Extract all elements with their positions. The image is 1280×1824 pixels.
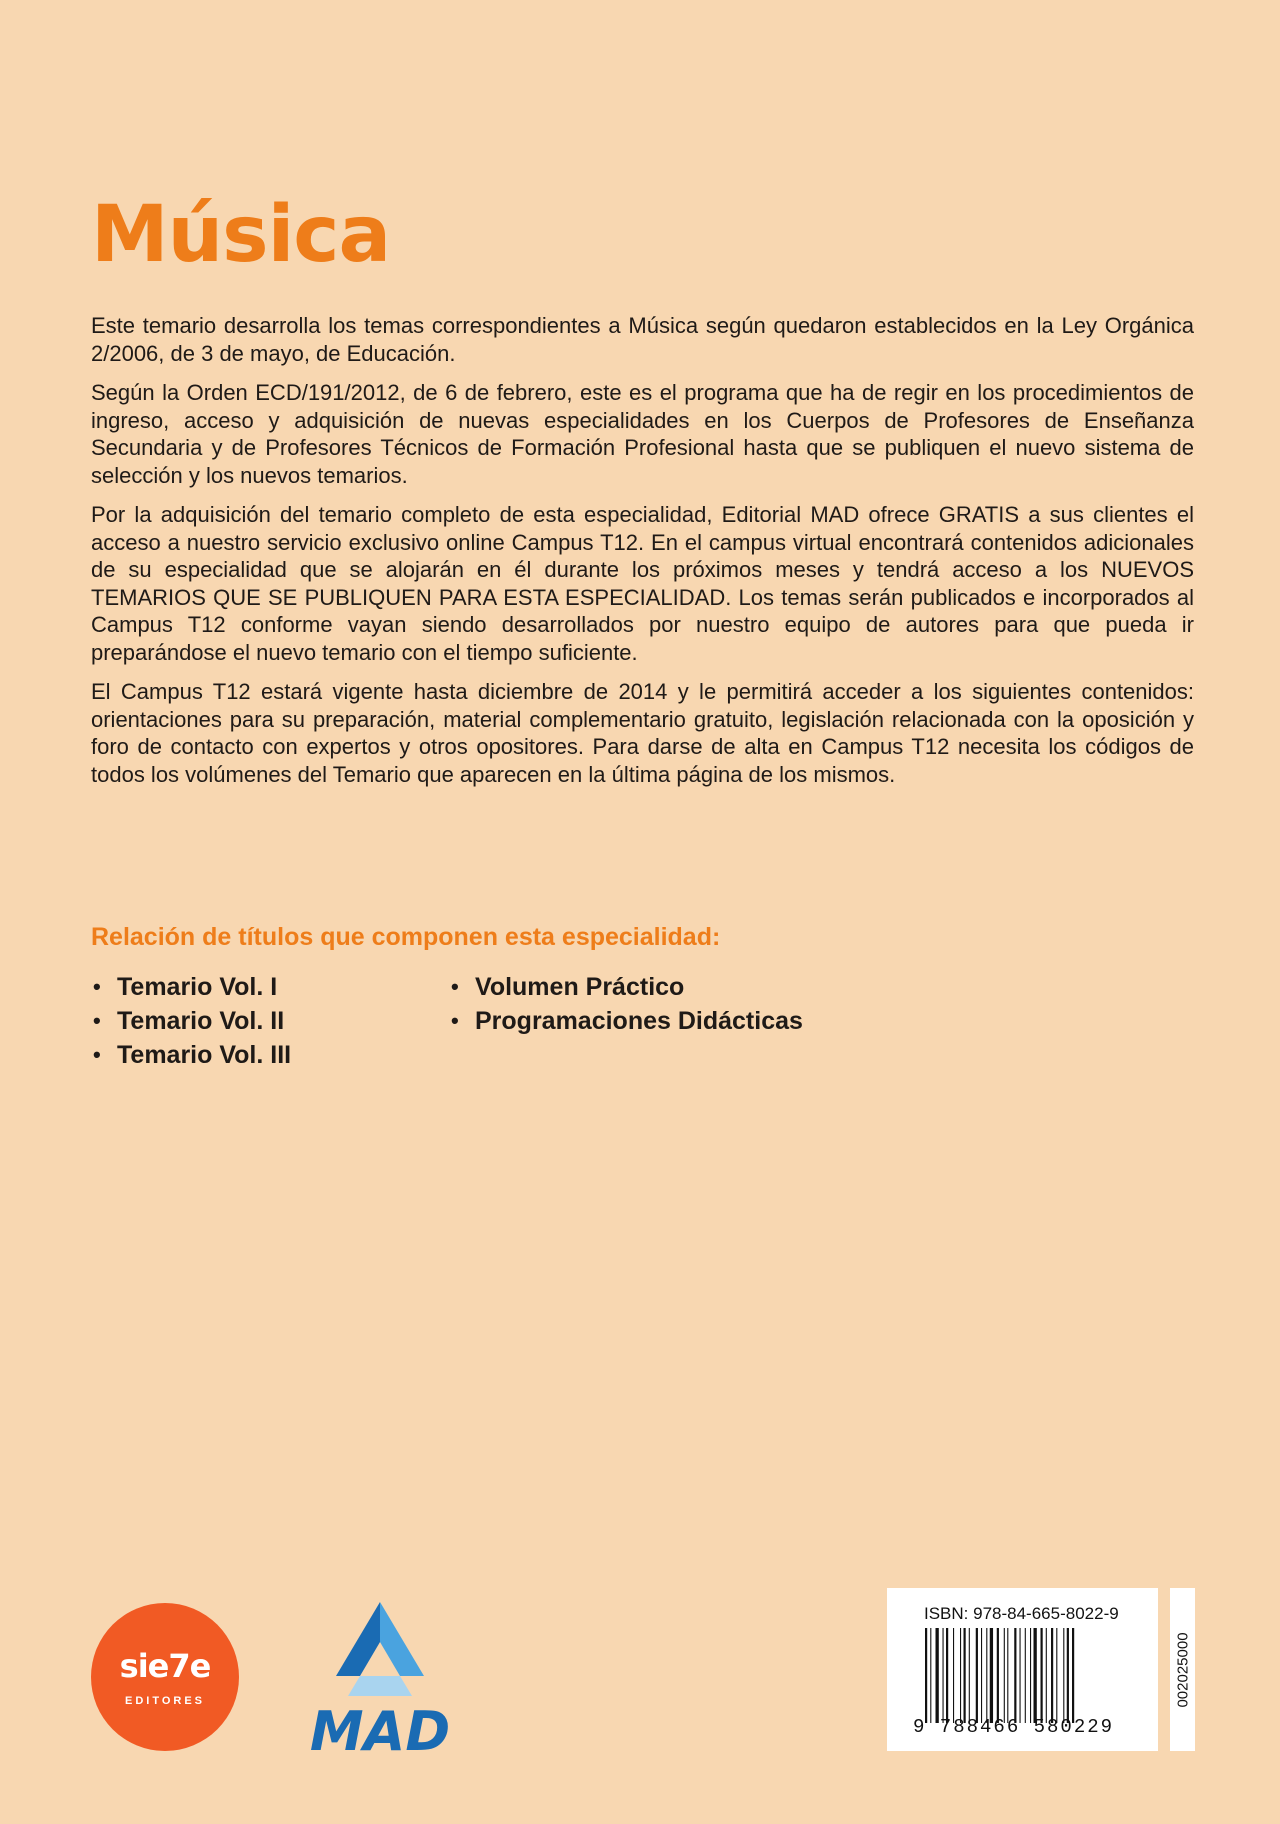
description: [91, 312, 1194, 800]
barcode-bar: [1046, 1628, 1047, 1723]
barcode-bar: [1004, 1628, 1005, 1723]
barcode-bar: [943, 1628, 944, 1723]
isbn-barcode-block: [887, 1588, 1158, 1751]
isbn-label: ISBN: 978-84-665-8022-9: [924, 1604, 1119, 1623]
list-item: [451, 1004, 803, 1038]
paragraph: Según la Orden ECD/191/2012, de 6 de febrero, este es el programa que ha de regir en los procedimientos de ingreso, acceso y adquisición de nuevas especialidades en los Cuerpos de Profesores de Enseñanza Secundaria y de Profesores Técnicos de Formación Profesional hasta que se publiquen el nuevo sistema de selección y los nuevos temarios.: [91, 380, 1194, 488]
barcode-bar: [960, 1628, 961, 1723]
side-code: 002025000: [1174, 1631, 1191, 1708]
bullet-icon: •: [93, 1042, 101, 1067]
barcode-bar: [1014, 1628, 1016, 1723]
barcode-digits: 9 788466 580229: [913, 1716, 1115, 1738]
barcode-bar: [946, 1628, 948, 1723]
barcode-bar: [1020, 1628, 1021, 1723]
barcode-bar: [1041, 1628, 1043, 1723]
mad-logo-text: MAD: [309, 1700, 451, 1756]
barcode-bar: [1056, 1628, 1057, 1723]
bullet-icon: •: [451, 1008, 459, 1033]
bullet-icon: •: [451, 974, 459, 999]
barcode-bar: [976, 1628, 978, 1723]
paragraph: Por la adquisición del temario completo de esta especialidad, Editorial MAD ofrece GRATIS a sus clientes el acceso a nuestro servicio exclusivo online Campus T12. En el campus virtual encontrará contenidos adicionales de su especialidad que se alojarán en él durante los próximos meses y tendrá acceso a los NUEVOS TEMARIOS QUE SE PUBLIQUEN PARA ESTA ESPECIALIDAD. Los temas serán publicados e incorporados al Campus T12 conforme vayan siendo desarrollados por nuestro equipo de autores para que pueda ir preparándose el nuevo temario con el tiempo suficiente.: [91, 502, 1194, 665]
titles-list-left: [93, 970, 291, 1072]
barcode-bar: [1034, 1628, 1037, 1723]
paragraph: El Campus T12 estará vigente hasta diciembre de 2014 y le permitirá acceder a los siguientes contenidos: orientaciones para su preparación, material complementario gratuito, legislación relacionada con la oposición y foro de contacto con expertos y otros opositores. Para darse de alta en Campus T12 necesita los códigos de todos los volúmenes del Temario que aparecen en la última página de los mismos.: [91, 679, 1194, 787]
barcode-bar: [1025, 1628, 1026, 1723]
barcode-bar: [1067, 1628, 1069, 1723]
siete-logo-subtext: EDITORES: [124, 1695, 206, 1707]
book-title: Música: [91, 190, 391, 280]
barcode-bar: [1072, 1628, 1074, 1723]
barcode-bar: [953, 1628, 954, 1723]
barcode-bar: [981, 1628, 982, 1723]
list-item-label: Volumen Práctico: [475, 973, 685, 1001]
list-item-label: Programaciones Didácticas: [475, 1007, 803, 1035]
list-item-label: Temario Vol. II: [117, 1007, 285, 1035]
paragraph: Este temario desarrolla los temas correspondientes a Música según quedaron establecidos en la Ley Orgánica 2/2006, de 3 de mayo, de Educación.: [91, 313, 1194, 366]
barcode: [925, 1628, 1115, 1723]
barcode-bar: [1030, 1628, 1031, 1723]
side-code-block: [1170, 1588, 1195, 1751]
titles-list-right: [451, 970, 803, 1038]
list-item: [93, 1038, 291, 1072]
barcode-bar: [964, 1628, 966, 1723]
siete-editores-logo: [91, 1603, 239, 1751]
barcode-bar: [936, 1628, 939, 1723]
mad-logo-base-shape: [348, 1676, 412, 1696]
list-item: [93, 970, 291, 1004]
list-item-label: Temario Vol. I: [117, 973, 278, 1001]
bullet-icon: •: [93, 1008, 101, 1033]
list-item: [451, 970, 803, 1004]
list-item-label: Temario Vol. III: [117, 1041, 292, 1069]
list-item: [93, 1004, 291, 1038]
mad-logo-right-shape: [380, 1602, 424, 1676]
barcode-bar: [1051, 1628, 1053, 1723]
titles-heading: Relación de títulos que componen esta especialidad:: [91, 923, 721, 951]
barcode-bar: [1007, 1628, 1008, 1723]
siete-logo-text: sie7e: [119, 1647, 211, 1685]
barcode-bar: [1063, 1628, 1064, 1723]
barcode-bar: [930, 1628, 931, 1723]
mad-logo-left-shape: [336, 1602, 380, 1676]
barcode-bar: [986, 1628, 987, 1723]
bullet-icon: •: [93, 974, 101, 999]
barcode-bar: [925, 1628, 927, 1723]
barcode-bar: [969, 1628, 970, 1723]
mad-logo: [290, 1600, 472, 1756]
barcode-bar: [990, 1628, 993, 1723]
barcode-bar: [997, 1628, 999, 1723]
